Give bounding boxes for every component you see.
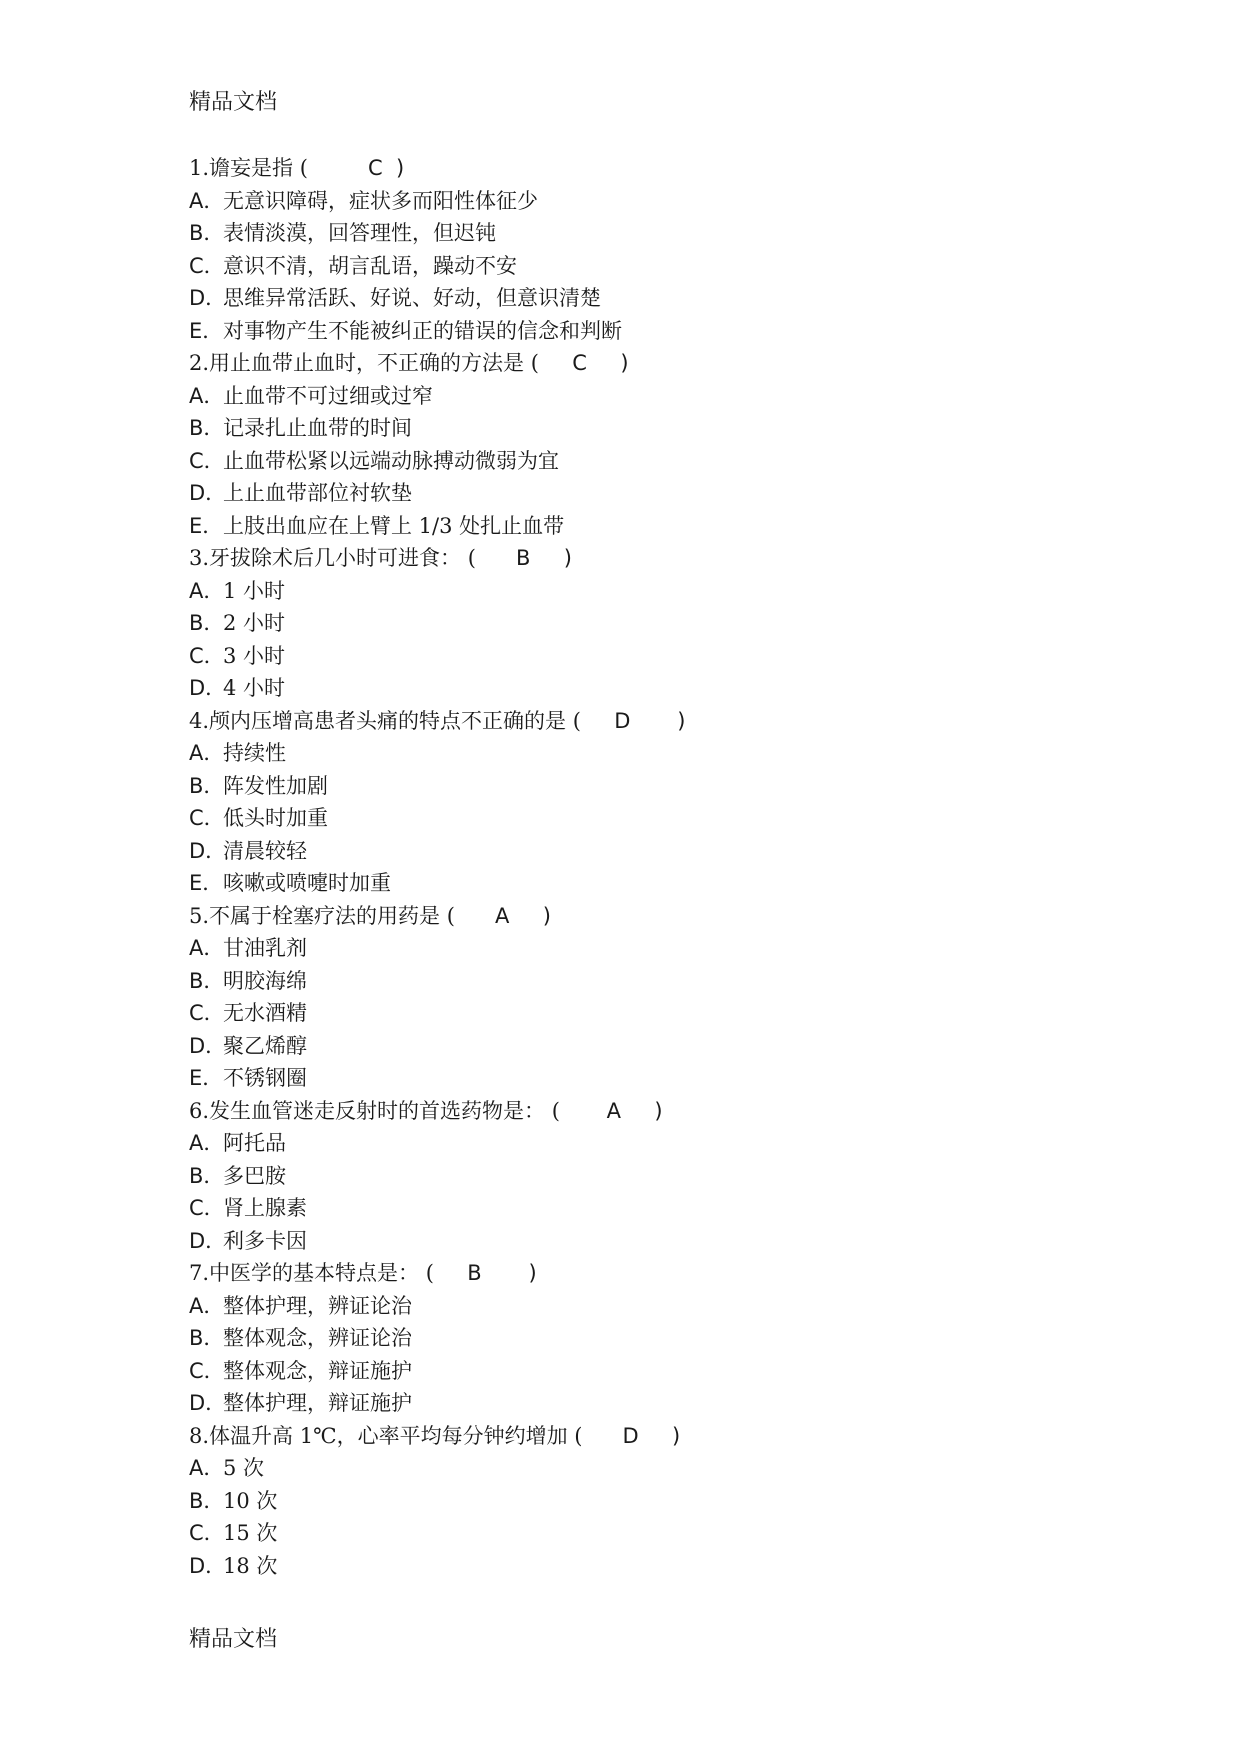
option-text: 整体护理，辨证论治 bbox=[223, 1293, 412, 1318]
answer-spacing bbox=[539, 351, 572, 375]
option-text: 咳嗽或喷嚏时加重 bbox=[223, 871, 391, 895]
option-item bbox=[189, 445, 1089, 478]
option-key: E． bbox=[189, 1066, 224, 1090]
answer-close-paren: ) bbox=[530, 546, 572, 570]
answer-letter: D bbox=[622, 1423, 639, 1448]
answer-letter: D bbox=[614, 708, 631, 733]
option-item bbox=[189, 1387, 1089, 1420]
option-text: 记录扎止血带的时间 bbox=[223, 416, 412, 440]
option-item bbox=[189, 997, 1089, 1030]
option-key: D． bbox=[189, 838, 227, 863]
answer-close-paren: ) bbox=[586, 351, 629, 375]
question-stem bbox=[189, 1095, 1089, 1128]
question-text: 5.不属于栓塞疗法的用药是 ( bbox=[189, 903, 455, 928]
answer-close-paren: ) bbox=[481, 1261, 537, 1285]
option-key: D． bbox=[189, 676, 227, 700]
option-key: A． bbox=[189, 578, 225, 603]
answer-letter: C bbox=[572, 351, 587, 375]
option-text: 聚乙烯醇 bbox=[223, 1033, 307, 1058]
option-key: E． bbox=[189, 871, 224, 895]
option-text: 18 次 bbox=[223, 1553, 278, 1578]
option-text: 明胶海绵 bbox=[223, 968, 307, 993]
option-text: 整体护理，辩证施护 bbox=[223, 1391, 412, 1415]
question-text: 2.用止血带止血时，不正确的方法是 ( bbox=[189, 351, 539, 375]
option-key: C． bbox=[189, 643, 225, 668]
option-key: C． bbox=[189, 806, 225, 830]
option-text: 3 小时 bbox=[223, 643, 286, 668]
option-text: 5 次 bbox=[223, 1456, 265, 1480]
option-text: 10 次 bbox=[223, 1488, 278, 1513]
answer-spacing bbox=[582, 1424, 622, 1448]
option-text: 不锈钢圈 bbox=[223, 1066, 307, 1090]
option-text: 利多卡因 bbox=[223, 1228, 307, 1253]
option-key: B． bbox=[189, 1326, 225, 1350]
option-item bbox=[189, 770, 1089, 803]
option-text: 思维异常活跃、好说、好动，但意识清楚 bbox=[223, 286, 601, 310]
option-text: 清晨较轻 bbox=[223, 838, 307, 863]
option-key: B． bbox=[189, 968, 225, 993]
option-key: A． bbox=[189, 936, 225, 960]
option-key: D． bbox=[189, 481, 227, 505]
answer-letter: A bbox=[494, 903, 510, 928]
option-text: 上肢出血应在上臂上 1/3 处扎止血带 bbox=[223, 513, 565, 538]
option-key: B． bbox=[189, 221, 225, 245]
answer-close-paren: ) bbox=[630, 708, 686, 733]
option-item bbox=[189, 1452, 1089, 1485]
answer-spacing bbox=[434, 1261, 467, 1285]
question-text: 1.谵妄是指 ( bbox=[189, 156, 308, 180]
option-item bbox=[189, 1225, 1089, 1258]
option-key: C． bbox=[189, 1196, 225, 1220]
option-item bbox=[189, 1355, 1089, 1388]
answer-spacing bbox=[581, 709, 614, 733]
question-text: 7.中医学的基本特点是： ( bbox=[189, 1261, 434, 1285]
answer-close-paren: ) bbox=[509, 903, 551, 928]
option-key: D． bbox=[189, 286, 227, 310]
option-item bbox=[189, 1160, 1089, 1193]
option-item bbox=[189, 1517, 1089, 1550]
question-text: 4.颅内压增高患者头痛的特点不正确的是 ( bbox=[189, 708, 581, 733]
option-item bbox=[189, 867, 1089, 900]
option-text: 肾上腺素 bbox=[223, 1196, 307, 1220]
option-text: 意识不清，胡言乱语，躁动不安 bbox=[223, 253, 517, 278]
option-key: B． bbox=[189, 1488, 225, 1513]
option-item bbox=[189, 315, 1089, 348]
option-key: A． bbox=[189, 1456, 225, 1480]
option-item bbox=[189, 282, 1089, 315]
answer-spacing bbox=[560, 1099, 607, 1123]
answer-close-paren: ) bbox=[638, 1423, 681, 1448]
option-key: A． bbox=[189, 1131, 225, 1155]
option-item bbox=[189, 1485, 1089, 1518]
question-stem bbox=[189, 347, 1089, 380]
option-item bbox=[189, 835, 1089, 868]
option-item bbox=[189, 672, 1089, 705]
option-text: 阿托品 bbox=[223, 1131, 286, 1155]
option-key: D． bbox=[189, 1553, 227, 1578]
option-text: 15 次 bbox=[223, 1521, 278, 1545]
option-key: A． bbox=[189, 1293, 225, 1318]
option-text: 止血带松紧以远端动脉搏动微弱为宜 bbox=[223, 448, 559, 473]
question-stem bbox=[189, 1420, 1089, 1453]
option-text: 对事物产生不能被纠正的错误的信念和判断 bbox=[223, 318, 622, 343]
option-key: C． bbox=[189, 1521, 225, 1545]
option-key: D． bbox=[189, 1228, 227, 1253]
question-text: 6.发生血管迷走反射时的首选药物是： ( bbox=[189, 1098, 560, 1123]
option-text: 低头时加重 bbox=[223, 806, 328, 830]
option-text: 阵发性加剧 bbox=[223, 773, 328, 798]
option-text: 表情淡漠，回答理性，但迟钝 bbox=[223, 221, 496, 245]
option-item bbox=[189, 380, 1089, 413]
option-text: 1 小时 bbox=[223, 578, 286, 603]
option-item bbox=[189, 510, 1089, 543]
page-header: 精品文档 bbox=[189, 90, 278, 115]
option-text: 止血带不可过细或过窄 bbox=[223, 383, 433, 408]
option-key: B． bbox=[189, 1163, 225, 1188]
option-item bbox=[189, 737, 1089, 770]
option-key: D． bbox=[189, 1033, 227, 1058]
option-key: C． bbox=[189, 1001, 225, 1025]
option-item bbox=[189, 1030, 1089, 1063]
option-key: D． bbox=[189, 1391, 227, 1415]
answer-letter: B bbox=[467, 1261, 482, 1285]
option-text: 4 小时 bbox=[223, 676, 286, 700]
option-key: C． bbox=[189, 1358, 225, 1383]
question-stem bbox=[189, 900, 1089, 933]
answer-spacing bbox=[455, 904, 495, 928]
option-text: 整体观念，辩证施护 bbox=[223, 1358, 412, 1383]
answer-letter: C bbox=[367, 156, 383, 180]
option-text: 多巴胺 bbox=[223, 1163, 286, 1188]
option-item bbox=[189, 802, 1089, 835]
option-text: 持续性 bbox=[223, 741, 286, 765]
question-list bbox=[189, 152, 1089, 1582]
option-text: 整体观念，辨证论治 bbox=[223, 1326, 412, 1350]
option-item bbox=[189, 1127, 1089, 1160]
answer-letter: B bbox=[515, 546, 531, 570]
option-item bbox=[189, 1062, 1089, 1095]
answer-spacing bbox=[476, 546, 516, 570]
option-text: 甘油乳剂 bbox=[223, 936, 307, 960]
question-text: 3.牙拔除术后几小时可进食： ( bbox=[189, 546, 476, 570]
option-key: B． bbox=[189, 416, 225, 440]
option-key: A． bbox=[189, 383, 225, 408]
option-key: A． bbox=[189, 741, 225, 765]
option-text: 无水酒精 bbox=[223, 1001, 307, 1025]
answer-letter: A bbox=[606, 1098, 622, 1123]
option-item bbox=[189, 1550, 1089, 1583]
option-text: 2 小时 bbox=[223, 611, 286, 635]
option-item bbox=[189, 575, 1089, 608]
option-key: E． bbox=[189, 318, 224, 343]
option-item bbox=[189, 1290, 1089, 1323]
option-item bbox=[189, 412, 1089, 445]
option-text: 无意识障碍，症状多而阳性体征少 bbox=[223, 188, 538, 213]
option-item bbox=[189, 965, 1089, 998]
question-stem bbox=[189, 1257, 1089, 1290]
question-text: 8.体温升高 1℃，心率平均每分钟约增加 ( bbox=[189, 1423, 583, 1448]
answer-close-paren: ) bbox=[382, 156, 405, 180]
option-item bbox=[189, 1322, 1089, 1355]
option-key: A． bbox=[189, 188, 225, 213]
option-key: C． bbox=[189, 448, 225, 473]
option-key: C． bbox=[189, 253, 225, 278]
question-stem bbox=[189, 705, 1089, 738]
question-stem bbox=[189, 542, 1089, 575]
option-text: 上止血带部位衬软垫 bbox=[223, 481, 412, 505]
option-item bbox=[189, 250, 1089, 283]
option-item bbox=[189, 932, 1089, 965]
option-item bbox=[189, 477, 1089, 510]
option-item bbox=[189, 607, 1089, 640]
option-item bbox=[189, 217, 1089, 250]
answer-close-paren: ) bbox=[621, 1098, 663, 1123]
option-item bbox=[189, 185, 1089, 218]
option-key: E． bbox=[189, 513, 224, 538]
question-stem bbox=[189, 152, 1089, 185]
option-item bbox=[189, 1192, 1089, 1225]
option-key: B． bbox=[189, 773, 225, 798]
option-item bbox=[189, 640, 1089, 673]
page-footer: 精品文档 bbox=[189, 1627, 278, 1652]
option-key: B． bbox=[189, 611, 225, 635]
answer-spacing bbox=[308, 156, 368, 180]
